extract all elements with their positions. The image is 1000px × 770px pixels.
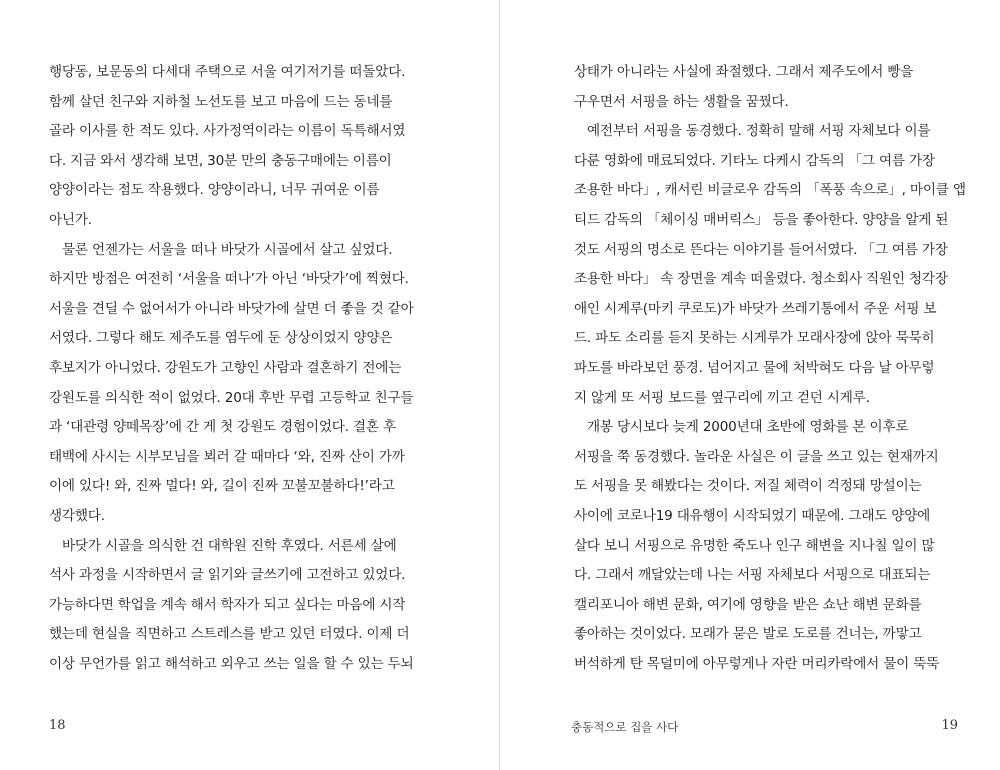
text-line: 가능하다면 학업을 계속 해서 학자가 되고 싶다는 마음에 시작	[49, 596, 406, 613]
text-line: 캘리포니아 해변 문화, 여기에 영향을 받은 쇼난 해변 문화를	[574, 596, 922, 613]
text-line: 사이에 코로나19 대유행이 시작되었기 때문에. 그래도 양양에	[574, 507, 931, 524]
text-line: 행당동, 보문동의 다세대 주택으로 서울 여기저기를 떠돌았다.	[49, 64, 406, 80]
text-line: 서울을 견딜 수 없어서가 아니라 바닷가에 살면 더 좋을 것 같아	[49, 300, 414, 317]
text-line: 티드 감독의 「체이싱 매버릭스」 등을 좋아한다. 양양을 알게 된	[574, 211, 949, 228]
right-page-number: 19	[941, 718, 958, 733]
text-line: 상태가 아니라는 사실에 좌절했다. 그래서 제주도에서 빵을	[574, 64, 914, 80]
text-line: 후보지가 아니었다. 강원도가 고향인 사람과 결혼하기 전에는	[49, 359, 402, 376]
text-line: 태백에 사시는 시부모님을 뵈러 갈 때마다 ‘와, 진짜 산이 가까	[49, 448, 405, 465]
text-line: 하지만 방점은 여전히 ‘서울을 떠나’가 아닌 ‘바닷가’에 찍혔다.	[49, 271, 409, 288]
left-page-number: 18	[49, 718, 66, 733]
text-line: 물론 언젠가는 서울을 떠나 바닷가 시골에서 살고 싶었다.	[62, 241, 393, 258]
text-line: 이에 있다! 와, 진짜 멀다! 와, 길이 진짜 꼬불꼬불하다!’라고	[49, 478, 395, 495]
text-line: 살다 보니 서핑으로 유명한 죽도나 인구 해변을 지나칠 일이 많	[574, 537, 935, 554]
text-line: 예전부터 서핑을 동경했다. 정확히 말해 서핑 자체보다 이를	[587, 123, 931, 140]
text-line: 아닌가.	[49, 211, 92, 228]
text-line: 생각했다.	[49, 507, 105, 524]
text-line: 것도 서핑의 명소로 뜬다는 이야기를 들어서였다. 「그 여름 가장	[574, 241, 948, 258]
left-page-body-text	[49, 58, 459, 679]
text-line: 개봉 당시보다 늦게 2000년대 초반에 영화를 본 이후로	[587, 419, 909, 436]
right-page	[500, 0, 1000, 770]
text-line: 구우면서 서핑을 하는 생활을 꿈꿨다.	[574, 93, 789, 110]
text-line: 했는데 현실을 직면하고 스트레스를 받고 있던 터였다. 이제 더	[49, 626, 410, 643]
text-line: 골라 이사를 한 적도 있다. 사가정역이라는 이름이 독특해서였	[49, 123, 406, 140]
text-line: 도 서핑을 못 해봤다는 것이다. 저질 체력이 걱정돼 망설이는	[574, 478, 922, 495]
text-line: 버석하게 탄 목덜미에 아무렇게나 자란 머리카락에서 물이 뚝뚝	[574, 655, 940, 672]
text-line: 바닷가 시골을 의식한 건 대학원 진학 후였다. 서른세 살에	[62, 537, 397, 554]
text-line: 조용한 바다」 속 장면을 계속 떠올렸다. 청소회사 직원인 청각장	[574, 271, 948, 288]
text-line: 애인 시게루(마키 쿠로도)가 바닷가 쓰레기통에서 주운 서핑 보	[574, 300, 937, 317]
text-line: 양양이라는 점도 작용했다. 양양이라니, 너무 귀여운 이름	[49, 182, 380, 199]
text-line: 서였다. 그렇다 해도 제주도를 염두에 둔 상상이었지 양양은	[49, 330, 393, 347]
text-line: 이상 무언가를 읽고 해석하고 외우고 쓰는 일을 할 수 있는 두뇌	[49, 655, 414, 672]
text-line: 과 ‘대관령 양떼목장’에 간 게 첫 강원도 경험이었다. 결혼 후	[49, 419, 396, 436]
text-line: 서핑을 쭉 동경했다. 놀라운 사실은 이 글을 쓰고 있는 현재까지	[574, 448, 939, 465]
text-line: 조용한 바다」, 캐서린 비글로우 감독의 「폭풍 속으로」, 마이클 앱	[574, 182, 966, 199]
text-line: 강원도를 의식한 적이 없었다. 20대 후반 무렵 고등학교 친구들	[49, 389, 414, 406]
right-page-body-text	[574, 58, 988, 679]
text-line: 좋아하는 것이었다. 모래가 묻은 발로 도로를 건너는, 까맣고	[574, 626, 922, 643]
text-line: 다. 그래서 깨달았는데 나는 서핑 자체보다 서핑으로 대표되는	[574, 567, 931, 584]
left-page	[0, 0, 499, 770]
text-line: 파도를 바라보던 풍경. 넘어지고 물에 처박혀도 다음 날 아무렇	[574, 359, 935, 376]
running-title: 충동적으로 집을 사다	[571, 720, 679, 734]
text-line: 드. 파도 소리를 듣지 못하는 시게루가 모래사장에 앉아 묵묵히	[574, 330, 935, 347]
text-line: 함께 살던 친구와 지하철 노선도를 보고 마음에 드는 동네를	[49, 93, 393, 110]
text-line: 지 않게 또 서핑 보드를 옆구리에 끼고 걷던 시게루.	[574, 389, 870, 406]
text-line: 다룬 영화에 매료되었다. 기타노 다케시 감독의 「그 여름 가장	[574, 152, 935, 169]
text-line: 석사 과정을 시작하면서 글 읽기와 글쓰기에 고전하고 있었다.	[49, 567, 406, 584]
text-line: 다. 지금 와서 생각해 보면, 30분 만의 충동구매에는 이름이	[49, 152, 392, 169]
